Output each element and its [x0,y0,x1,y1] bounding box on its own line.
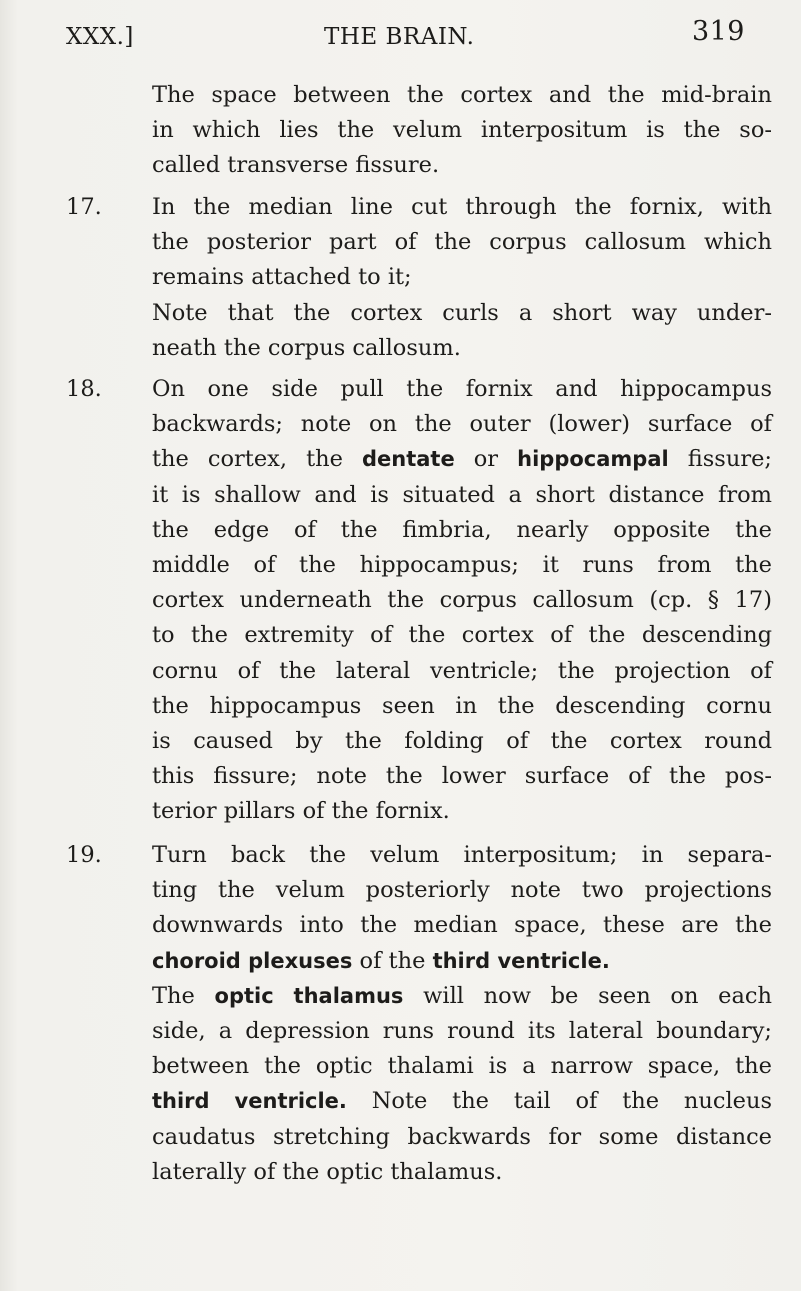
text-line: On one side pull the fornix and hippocampus [152,376,772,402]
text-line: cornu of the lateral ventricle; the projection of [152,657,772,684]
term-choroid-plexuses: choroid plexuses [152,948,353,973]
text-line: between the optic thalami is a narrow space, the [152,1053,772,1080]
text-line: the posterior part of the corpus callosum which [152,229,772,256]
text-line: middle of the hippocampus; it runs from the [152,552,772,579]
section-18 [66,372,772,830]
text-line: to the extremity of the cortex of the descending [152,622,772,649]
text-line: downwards into the median space, these are the [152,912,772,939]
text-line: side, a depression runs round its lateral boundary; [152,1018,772,1045]
text-segment: or [473,446,499,473]
text-line: The space between the cortex and the mid-brain [152,82,772,108]
text-segment: The [152,982,195,1009]
text-line: neath the corpus callosum. [152,334,461,361]
text-line: laterally of the optic thalamus. [152,1158,503,1185]
text-segment: will now be seen on each [423,982,772,1009]
running-title: THE BRAIN. [324,24,475,50]
text-line [152,979,772,1014]
section-number: 17. [66,194,102,220]
text-segment: of the [359,947,426,974]
text-line [152,944,772,979]
text-line: caudatus stretching backwards for some distance [152,1123,772,1150]
intro-paragraph [66,78,772,184]
section-number: 18. [66,376,102,402]
text-segment: the cortex, the [152,446,343,473]
text-line: remains attached to it; [152,264,412,291]
section-19 [66,838,772,1190]
section-17 [66,190,772,366]
text-segment: fissure; [687,446,772,473]
text-segment: Note the tail of the nucleus [371,1088,772,1115]
text-line: backwards; note on the outer (lower) surface of [152,411,772,438]
running-head [66,14,763,54]
text-line: the edge of the fimbria, nearly opposite the [152,516,772,543]
page-number: 319 [691,16,745,47]
term-optic-thalamus: optic thalamus [214,983,404,1008]
text-line: In the median line cut through the fornix, with [152,194,772,220]
text-line [152,442,772,477]
text-line: is caused by the folding of the cortex round [152,728,772,755]
text-line: ting the velum posteriorly note two projections [152,877,772,904]
text-line [152,1084,772,1119]
term-third-ventricle: third ventricle. [152,1089,347,1114]
text-line: cortex underneath the corpus callosum (cp. § 17) [152,587,772,614]
text-line: the hippocampus seen in the descending cornu [152,692,772,719]
term-third-ventricle: third ventricle. [432,948,610,973]
text-line: this fissure; note the lower surface of the pos- [152,763,772,790]
section-number: 19. [66,842,102,868]
text-line: Note that the cortex curls a short way under- [152,299,772,326]
term-hippocampal: hippocampal [517,447,669,472]
text-line: Turn back the velum interpositum; in separa- [152,842,772,868]
text-line: called transverse fissure. [152,152,440,179]
text-line: terior pillars of the fornix. [152,798,450,825]
text-line: in which lies the velum interpositum is the so- [152,117,772,144]
term-dentate: dentate [361,447,455,472]
chapter-marker: XXX.] [66,24,134,50]
text-line: it is shallow and is situated a short distance from [152,481,772,508]
